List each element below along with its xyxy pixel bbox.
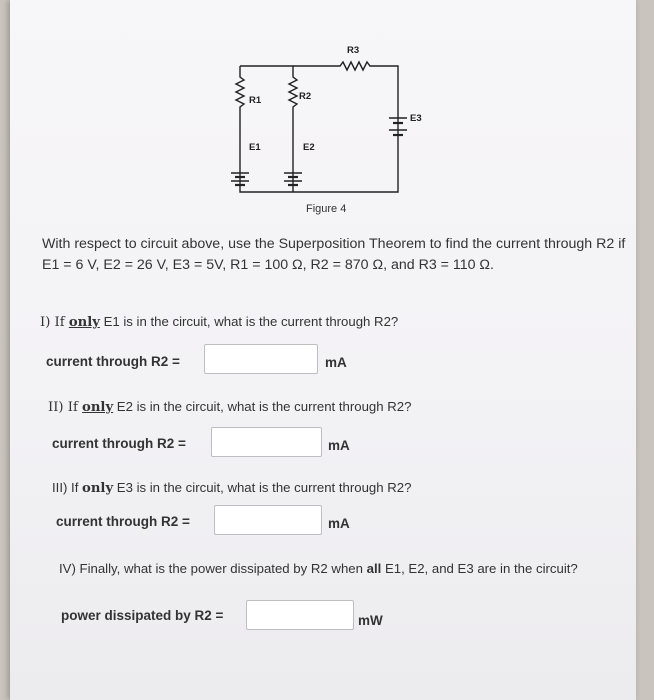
r3-resistor <box>293 62 398 116</box>
emphasis: only <box>68 315 100 330</box>
e3-battery <box>389 116 407 140</box>
answer-2-unit: mA <box>328 438 350 453</box>
r2-resistor <box>240 66 297 172</box>
r1-resistor <box>236 66 244 172</box>
question-3: III) If only E3 is in the circuit, what is the current through R2? <box>52 480 412 496</box>
answer-1-unit: mA <box>325 355 347 370</box>
e2-battery <box>284 172 302 188</box>
answer-4-unit: mW <box>358 613 383 628</box>
answer-4-label: power dissipated by R2 = <box>61 608 224 623</box>
r2-label: R2 <box>299 91 312 102</box>
answer-3-input[interactable] <box>214 505 322 535</box>
answer-2-input[interactable] <box>211 427 322 457</box>
emphasis: only <box>82 400 114 415</box>
question-2: II) If only E2 is in the circuit, what is the current through R2? <box>48 399 412 415</box>
emphasis: all <box>366 561 382 576</box>
emphasis: only <box>82 481 114 496</box>
r3-label: R3 <box>347 45 360 56</box>
circuit-diagram <box>10 0 636 230</box>
e2-label: E2 <box>303 142 315 153</box>
answer-3-label: current through R2 = <box>56 514 190 529</box>
question-1: I) If only E1 is in the circuit, what is the current through R2? <box>40 314 399 330</box>
answer-2-label: current through R2 = <box>52 436 186 451</box>
problem-statement: With respect to circuit above, use the Superposition Theorem to find the current through R2 if E1 = 6 V, E2 = 26 V, E3 = 5V, R1 = 100 Ω, R2 = 870 Ω, and R3 = 110 Ω. <box>42 236 626 273</box>
e3-label: E3 <box>410 113 422 124</box>
question-4: IV) Finally, what is the power dissipated by R2 when all E1, E2, and E3 are in the circuit? <box>59 561 578 576</box>
e1-label: E1 <box>249 142 261 153</box>
e1-battery <box>231 172 249 188</box>
answer-4-input[interactable] <box>246 600 354 630</box>
question-sheet <box>10 0 636 700</box>
figure-caption: Figure 4 <box>306 203 347 215</box>
r1-label: R1 <box>249 95 262 106</box>
answer-3-unit: mA <box>328 516 350 531</box>
answer-1-input[interactable] <box>204 344 318 374</box>
answer-1-label: current through R2 = <box>46 354 180 369</box>
